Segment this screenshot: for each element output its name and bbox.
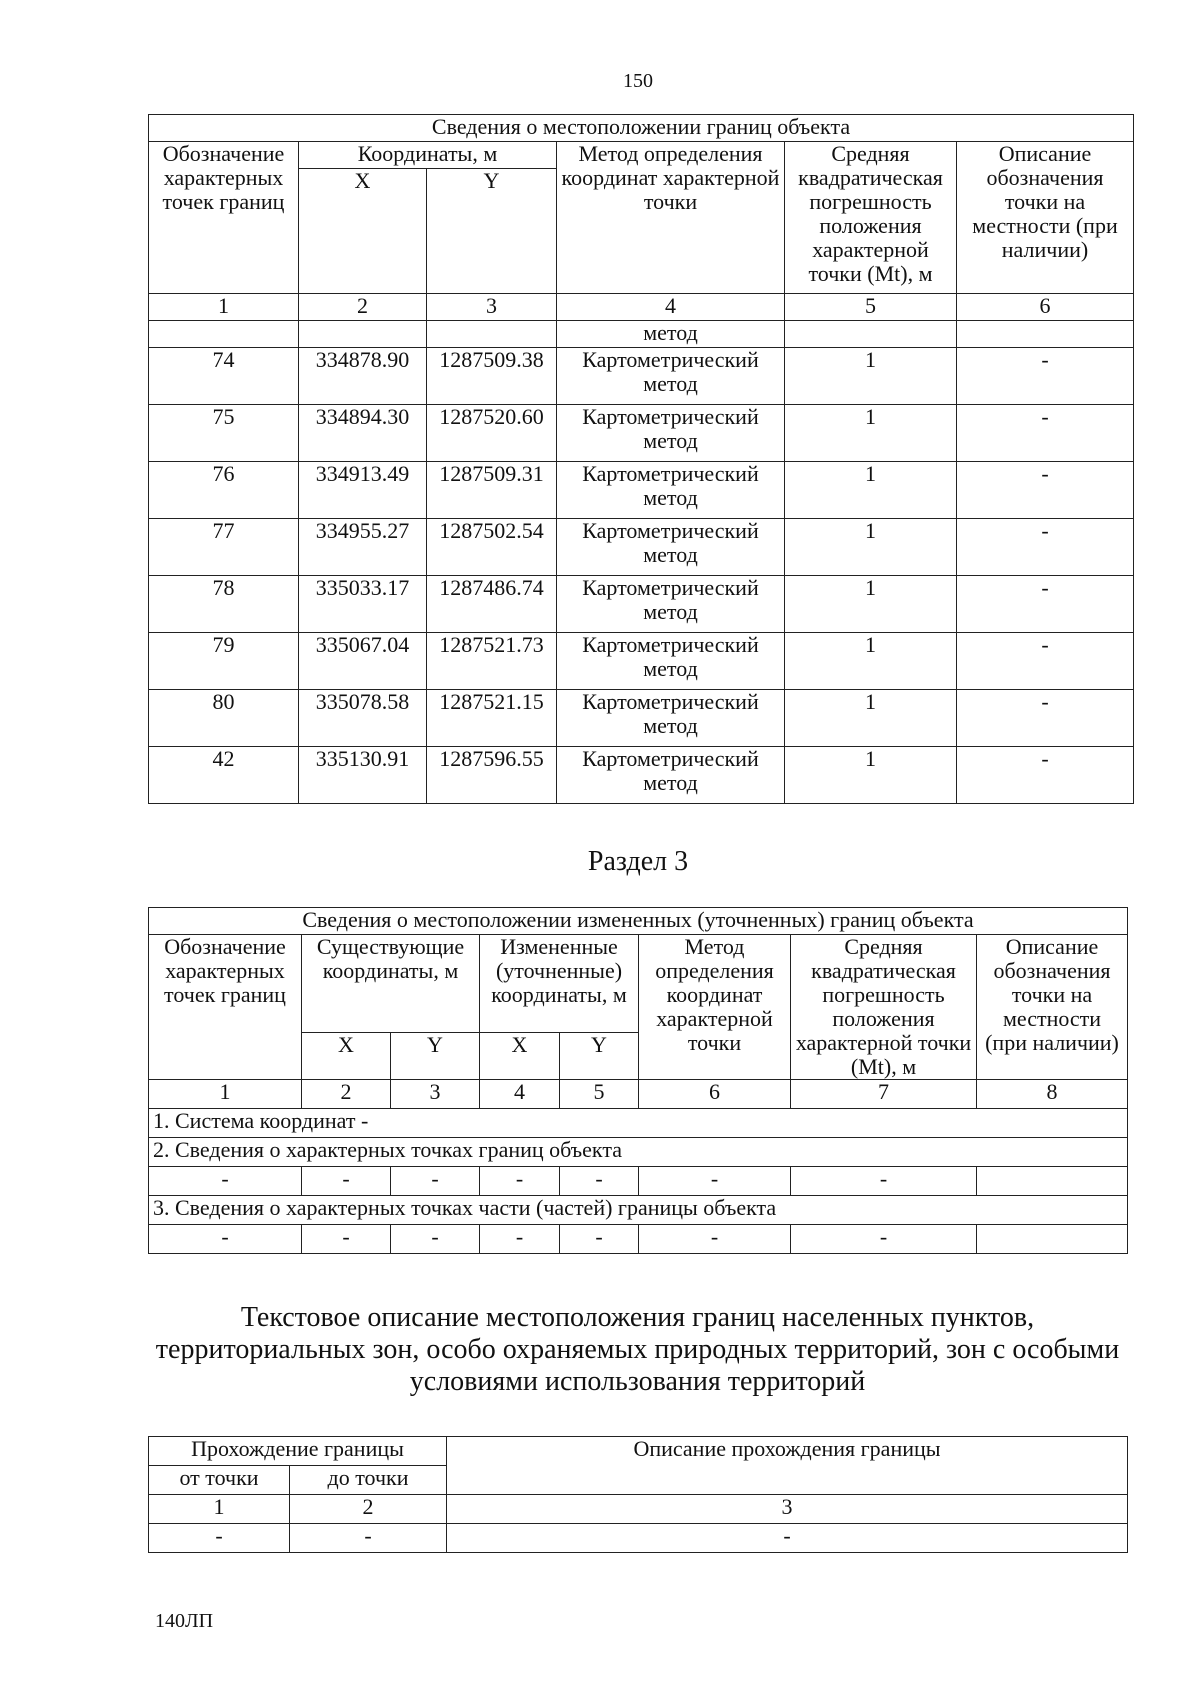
dash-cell: - — [480, 1167, 560, 1196]
col-number: 6 — [957, 294, 1134, 321]
dash-cell: - — [149, 1225, 302, 1254]
table-row — [149, 1167, 1128, 1196]
col-number: 1 — [149, 1495, 290, 1524]
dash-cell: - — [149, 1167, 302, 1196]
col-number: 3 — [391, 1080, 480, 1109]
y-cell: 1287509.31 — [427, 462, 557, 519]
table-row — [149, 462, 1134, 519]
table-row — [149, 1524, 1128, 1553]
error-cell: 1 — [785, 633, 957, 690]
error-cell: 1 — [785, 690, 957, 747]
header-x: X — [302, 1032, 391, 1079]
changed-boundaries-table — [148, 907, 1128, 1254]
header-changed: Измененные (уточненные) координаты, м — [480, 935, 639, 1033]
header-passage: Прохождение границы — [149, 1437, 447, 1466]
table-row — [149, 690, 1134, 747]
method-cell: Картометрический метод — [557, 462, 785, 519]
col-number: 8 — [977, 1080, 1128, 1109]
col-number: 4 — [480, 1080, 560, 1109]
point-cell: 80 — [149, 690, 299, 747]
col-number: 3 — [427, 294, 557, 321]
method-cell: Картометрический метод — [557, 405, 785, 462]
point-cell: 75 — [149, 405, 299, 462]
page-number: 150 — [623, 70, 653, 92]
method-cell: Картометрический метод — [557, 519, 785, 576]
table-row — [149, 519, 1134, 576]
table-row — [149, 576, 1134, 633]
header-description: Описание обозначения точки на местности (при наличии) — [957, 142, 1134, 294]
header-point: Обозначение характерных точек границ — [149, 142, 299, 294]
point-cell: 76 — [149, 462, 299, 519]
header-y: Y — [560, 1032, 639, 1079]
table-row — [149, 633, 1134, 690]
point-cell: 42 — [149, 747, 299, 804]
section-title: Раздел 3 — [587, 846, 689, 877]
y-cell: 1287486.74 — [427, 576, 557, 633]
x-cell: 334878.90 — [299, 348, 427, 405]
desc-cell: - — [957, 576, 1134, 633]
header-description: Описание обозначения точки на местности (при наличии) — [977, 935, 1128, 1080]
table-row — [149, 348, 1134, 405]
col-number: 1 — [149, 294, 299, 321]
desc-cell: - — [957, 633, 1134, 690]
col-number: 2 — [299, 294, 427, 321]
point-cell: 78 — [149, 576, 299, 633]
table-row — [149, 405, 1134, 462]
boundary-passage-table — [148, 1436, 1128, 1553]
table-row — [149, 1225, 1128, 1254]
x-cell: 334894.30 — [299, 405, 427, 462]
method-cell: метод — [557, 321, 785, 348]
dash-cell: - — [302, 1225, 391, 1254]
footer-code: 140ЛП — [155, 1610, 214, 1632]
error-cell: 1 — [785, 747, 957, 804]
y-cell: 1287596.55 — [427, 747, 557, 804]
dash-cell: - — [560, 1225, 639, 1254]
boundary-coordinates-table — [148, 114, 1134, 804]
parts-section-row: 3. Сведения о характерных точках части (частей) границы объекта — [149, 1196, 1128, 1225]
x-cell: 335078.58 — [299, 690, 427, 747]
header-method: Метод определения координат характерной точки — [557, 142, 785, 294]
desc-cell: - — [957, 690, 1134, 747]
points-section-row: 2. Сведения о характерных точках границ объекта — [149, 1138, 1128, 1167]
dash-cell: - — [302, 1167, 391, 1196]
desc-cell: - — [957, 348, 1134, 405]
x-cell: 335067.04 — [299, 633, 427, 690]
dash-cell: - — [639, 1225, 791, 1254]
table-row — [149, 321, 1134, 348]
dash-cell: - — [391, 1225, 480, 1254]
error-cell: 1 — [785, 405, 957, 462]
method-cell: Картометрический метод — [557, 576, 785, 633]
x-cell: 334913.49 — [299, 462, 427, 519]
header-existing: Существующие координаты, м — [302, 935, 480, 1033]
y-cell: 1287521.15 — [427, 690, 557, 747]
method-cell: Картометрический метод — [557, 633, 785, 690]
header-desc: Описание прохождения границы — [447, 1437, 1128, 1495]
header-coords: Координаты, м — [299, 142, 557, 169]
col-number: 2 — [290, 1495, 447, 1524]
error-cell: 1 — [785, 576, 957, 633]
header-y: Y — [391, 1032, 480, 1079]
dash-cell: - — [447, 1524, 1128, 1553]
dash-cell: - — [149, 1524, 290, 1553]
header-to: до точки — [290, 1466, 447, 1495]
dash-cell: - — [639, 1167, 791, 1196]
dash-cell: - — [391, 1167, 480, 1196]
method-cell: Картометрический метод — [557, 747, 785, 804]
header-method: Метод определения координат характерной точки — [639, 935, 791, 1080]
method-cell: Картометрический метод — [557, 348, 785, 405]
col-number: 7 — [791, 1080, 977, 1109]
y-cell: 1287520.60 — [427, 405, 557, 462]
error-cell: 1 — [785, 348, 957, 405]
desc-cell: - — [957, 519, 1134, 576]
x-cell: 335130.91 — [299, 747, 427, 804]
col-number: 3 — [447, 1495, 1128, 1524]
x-cell: 334955.27 — [299, 519, 427, 576]
desc-cell: - — [957, 747, 1134, 804]
point-cell: 74 — [149, 348, 299, 405]
header-y: Y — [427, 169, 557, 294]
table-row — [149, 747, 1134, 804]
table-title: Сведения о местоположении границ объекта — [149, 115, 1134, 142]
header-x: X — [480, 1032, 560, 1079]
dash-cell: - — [791, 1167, 977, 1196]
dash-cell: - — [290, 1524, 447, 1553]
error-cell: 1 — [785, 462, 957, 519]
col-number: 2 — [302, 1080, 391, 1109]
point-cell: 77 — [149, 519, 299, 576]
y-cell: 1287521.73 — [427, 633, 557, 690]
point-cell: 79 — [149, 633, 299, 690]
coordinate-system-row: 1. Система координат - — [149, 1109, 1128, 1138]
y-cell: 1287509.38 — [427, 348, 557, 405]
dash-cell: - — [480, 1225, 560, 1254]
desc-cell: - — [957, 462, 1134, 519]
header-x: X — [299, 169, 427, 294]
header-error: Средняя квадратическая погрешность положения характерной точки (Mt), м — [785, 142, 957, 294]
x-cell: 335033.17 — [299, 576, 427, 633]
error-cell: 1 — [785, 519, 957, 576]
header-point: Обозначение характерных точек границ — [149, 935, 302, 1080]
desc-cell: - — [957, 405, 1134, 462]
dash-cell: - — [560, 1167, 639, 1196]
y-cell: 1287502.54 — [427, 519, 557, 576]
dash-cell: - — [791, 1225, 977, 1254]
col-number: 4 — [557, 294, 785, 321]
col-number: 6 — [639, 1080, 791, 1109]
method-cell: Картометрический метод — [557, 690, 785, 747]
header-error: Средняя квадратическая погрешность положения характерной точки (Mt), м — [791, 935, 977, 1080]
col-number: 1 — [149, 1080, 302, 1109]
text-description-title: Текстовое описание местоположения границ населенных пунктов, территориальных зон, особо охраняемых природных территорий, зон с особыми условиями использования территорий — [155, 1302, 1120, 1397]
col-number: 5 — [560, 1080, 639, 1109]
col-number: 5 — [785, 294, 957, 321]
header-from: от точки — [149, 1466, 290, 1495]
table-title: Сведения о местоположении измененных (уточненных) границ объекта — [149, 908, 1128, 935]
